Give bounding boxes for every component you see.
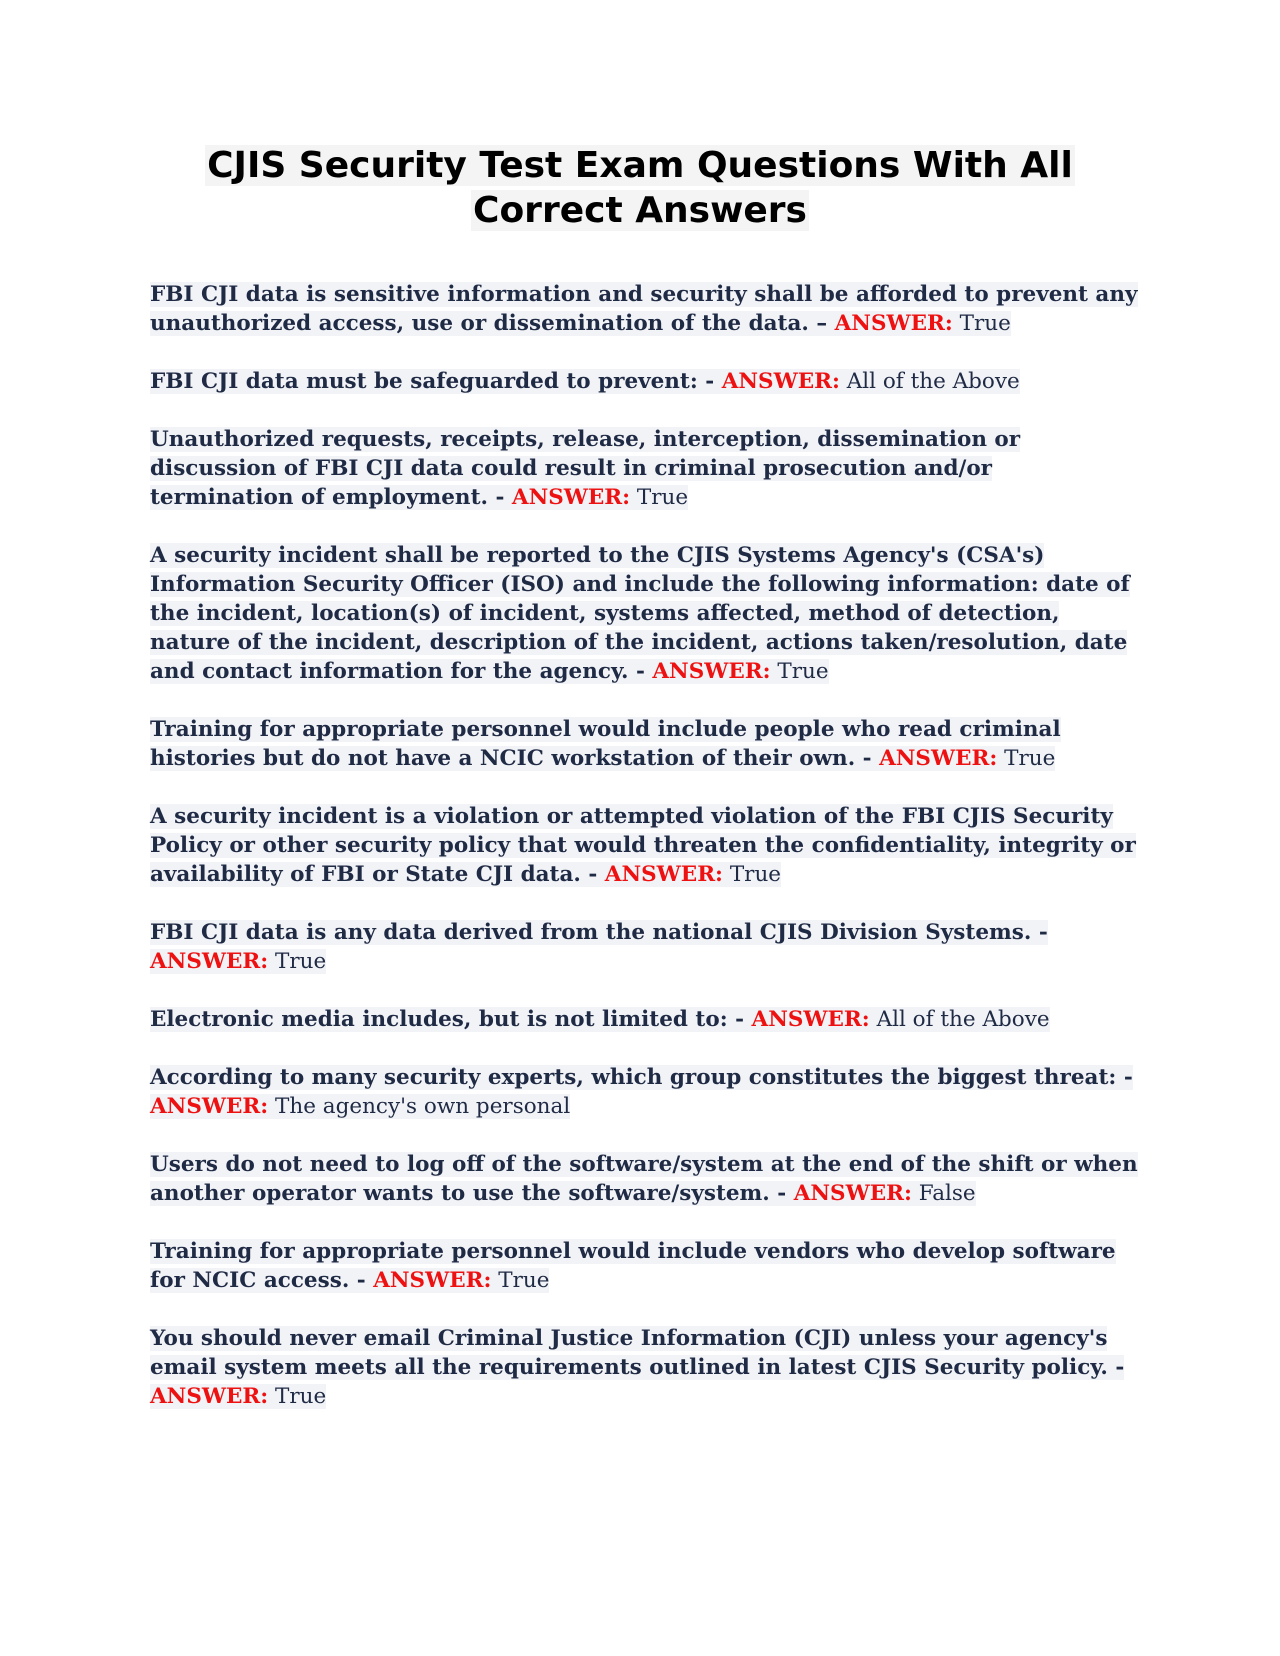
answer-text: The agency's own personal	[268, 1094, 571, 1119]
answer-label: ANSWER:	[604, 862, 723, 887]
answer-text: True	[630, 485, 689, 510]
question-text: FBI CJI data must be safeguarded to prevent: -	[150, 369, 722, 394]
qa-item	[150, 541, 1140, 686]
answer-text: False	[911, 1181, 976, 1206]
title-line-2: Correct Answers	[473, 190, 807, 231]
answer-label: ANSWER:	[150, 949, 269, 974]
answer-text: True	[723, 862, 782, 887]
qa-item	[150, 425, 1140, 512]
qa-item	[150, 280, 1140, 338]
answer-label: ANSWER:	[373, 1268, 492, 1293]
answer-text: True	[770, 659, 829, 684]
answer-label: ANSWER:	[511, 485, 631, 510]
title-line-1: CJIS Security Test Exam Questions With All	[207, 145, 1073, 186]
answer-text: All of the Above	[869, 1007, 1050, 1032]
question-text: A security incident shall be reported to the CJIS Systems Agency's (CSA's) Information Security Officer (ISO) and include the following information: date of the incident, location(s) of incident, systems affected, method of detection, nature of the incident, description of the incident, actions taken/resolution, date and contact information for the agency. -	[150, 543, 1130, 684]
question-text: FBI CJI data is sensitive information and security shall be afforded to prevent any unauthorized access, use or dissemination of the data. –	[150, 282, 1138, 336]
answer-text: True	[268, 949, 327, 974]
qa-item	[150, 367, 1140, 396]
answer-label: ANSWER:	[793, 1181, 912, 1206]
answer-label: ANSWER:	[721, 369, 840, 394]
question-text: Electronic media includes, but is not limited to: -	[150, 1007, 752, 1032]
question-text: A security incident is a violation or attempted violation of the FBI CJIS Security Policy or other security policy that would threaten the confidentiality, integrity or availability of FBI or State CJI data. -	[150, 804, 1136, 887]
question-text: You should never email Criminal Justice Information (CJI) unless your agency's email system meets all the requirements outlined in latest CJIS Security policy. -	[150, 1326, 1125, 1380]
answer-label: ANSWER:	[652, 659, 771, 684]
answer-label: ANSWER:	[751, 1007, 870, 1032]
answer-text: True	[997, 746, 1056, 771]
qa-item	[150, 1150, 1140, 1208]
answer-text: True	[491, 1268, 550, 1293]
question-text: Unauthorized requests, receipts, release, interception, dissemination or discussion of FBI CJI data could result in criminal prosecution and/or termination of employment. -	[150, 427, 1021, 510]
qa-list	[150, 280, 1140, 1440]
qa-item	[150, 715, 1140, 773]
document-title	[150, 143, 1130, 233]
question-text: FBI CJI data is any data derived from the national CJIS Division Systems. -	[150, 920, 1048, 945]
answer-label: ANSWER:	[834, 311, 953, 336]
answer-text: True	[268, 1384, 327, 1409]
question-text: Training for appropriate personnel would include vendors who develop software for NCIC access. -	[150, 1239, 1116, 1293]
qa-item	[150, 1005, 1140, 1034]
question-text: According to many security experts, which group constitutes the biggest threat: -	[150, 1065, 1133, 1090]
answer-label: ANSWER:	[879, 746, 998, 771]
answer-text: True	[952, 311, 1011, 336]
answer-label: ANSWER:	[150, 1094, 269, 1119]
qa-item	[150, 1063, 1140, 1121]
qa-item	[150, 1237, 1140, 1295]
qa-item	[150, 1324, 1140, 1411]
answer-label: ANSWER:	[150, 1384, 269, 1409]
question-text: Users do not need to log off of the software/system at the end of the shift or when another operator wants to use the software/system. -	[150, 1152, 1138, 1206]
question-text: Training for appropriate personnel would include people who read criminal histories but do not have a NCIC workstation of their own. -	[150, 717, 1061, 771]
qa-item	[150, 918, 1140, 976]
answer-text: All of the Above	[839, 369, 1020, 394]
qa-item	[150, 802, 1140, 889]
